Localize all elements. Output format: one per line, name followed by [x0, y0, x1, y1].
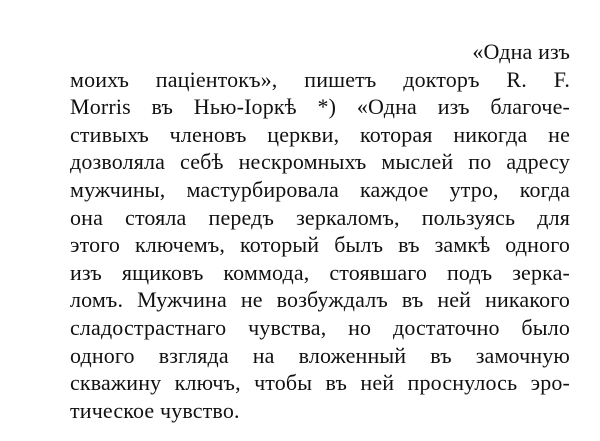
text-line-1: «Одна изъ [472, 39, 570, 64]
text-line-7: она стояла передъ зеркаломъ, пользуясь для [70, 204, 570, 230]
text-line-3: Morris въ Нью-Іоркѣ *) «Одна изъ благоче- [70, 94, 570, 120]
text-line-13: скважину ключъ, чтобы въ ней проснулось эро- [70, 370, 570, 396]
text-line-14: тическое чувство. [70, 397, 240, 423]
text-line-11: сладострастнаго чувства, но достаточно было [70, 314, 570, 340]
text-line-9: изъ ящиковъ коммода, стоявшаго подъ зерка- [70, 259, 570, 285]
text-line-6: мужчины, мастурбировала каждое утро, когда [70, 176, 570, 202]
text-line-12: одного взгляда на вложенный въ замочную [70, 342, 570, 368]
text-line-8: этого ключемъ, который былъ въ замкѣ одного [70, 232, 570, 258]
paragraph [70, 38, 570, 424]
text-line-4: стивыхъ членовъ церкви, которая никогда не [70, 121, 570, 147]
text-line-10: ломъ. Мужчина не возбуждалъ въ ней никакого [70, 287, 570, 313]
text-line-2: моихъ паціентокъ», пишетъ докторъ R. F. [70, 66, 570, 92]
text-line-5: дозволяла себѣ нескромныхъ мыслей по адресу [70, 149, 570, 175]
